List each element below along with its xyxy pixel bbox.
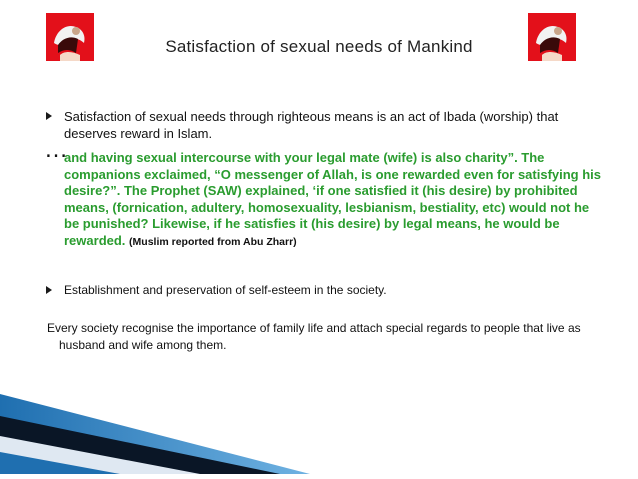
slide-title: Satisfaction of sexual needs of Mankind [165, 37, 473, 56]
decorative-corner-stripe [0, 384, 320, 479]
bullet-text-ibada: Satisfaction of sexual needs through righteous means is an act of Ibada (worship) that deserves reward in Islam. [64, 109, 559, 141]
hadith-citation: (Muslim reported from Abu Zharr) [129, 235, 297, 248]
triangle-bullet-icon [44, 111, 54, 121]
ellipsis-mark: … [44, 136, 69, 163]
bullet-text-self-esteem: Establishment and preservation of self-esteem in the society. [64, 283, 387, 297]
hadith-quote [64, 150, 604, 251]
hadith-text: and having sexual intercourse with your legal mate (wife) is also charity”. The companions exclaimed, “O messenger of Allah, is one rewarded even for satisfying his desire?”. The Prophet (SAW) explained, ‘if one satisfied it (his desire) by prohibited means, (fornication, adultery, homosexuality, lesbianism, bestiality, etc) would not he be punished? Likewise, if he satisfies it (his desire) by legal means, he would be rewarded. [64, 150, 602, 248]
paragraph-family-life: Every society recognise the importance of family life and attach special regards to people that live as husband and wife among them. [47, 321, 581, 352]
triangle-bullet-icon [44, 285, 54, 295]
